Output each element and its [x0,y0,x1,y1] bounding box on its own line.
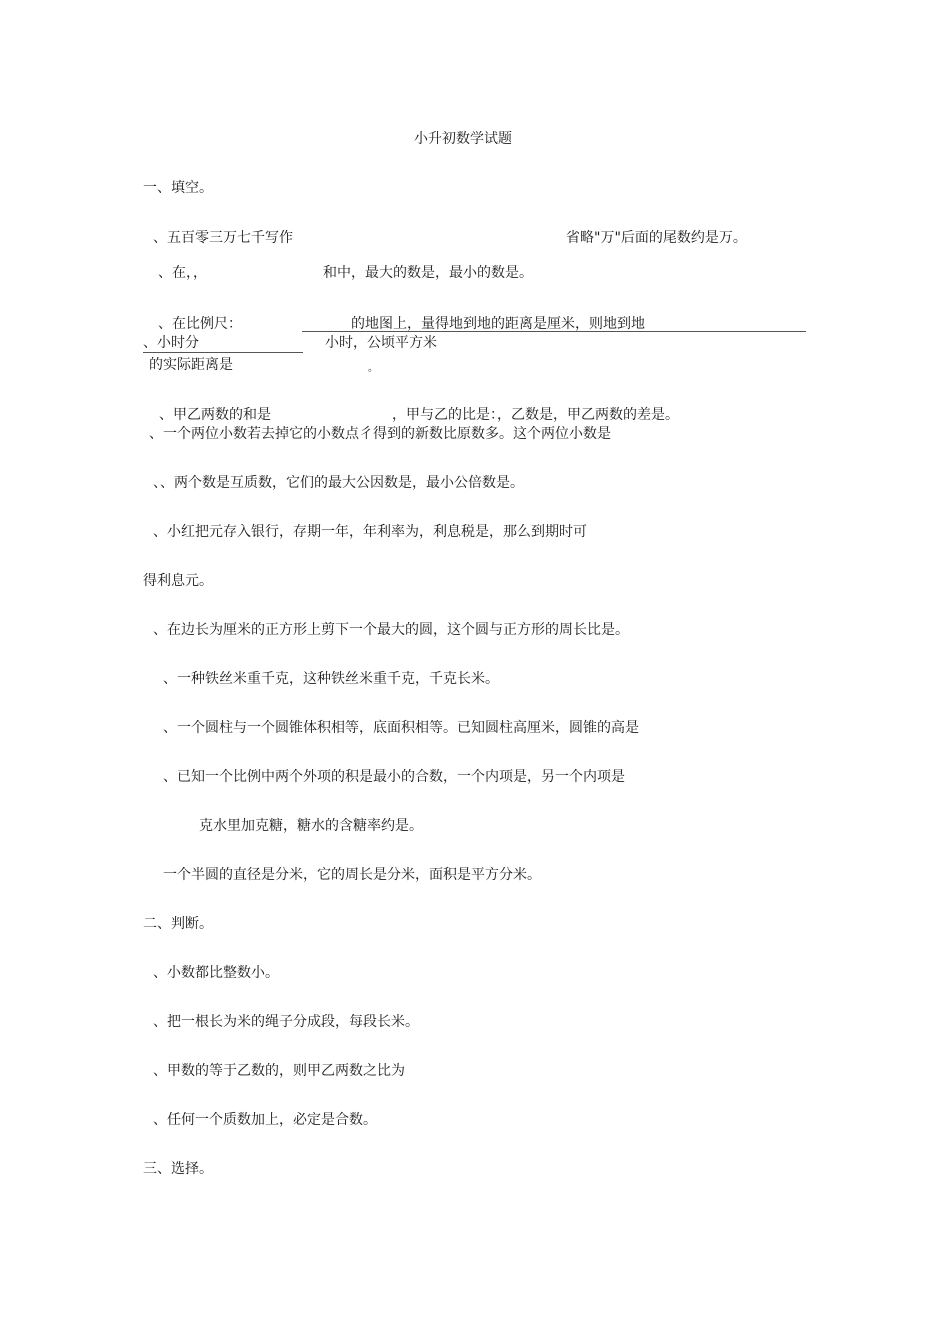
question-1b: 省略"万"后面的尾数约是万。 [566,230,747,246]
question-2b: 和中，最大的数是，最小的数是。 [323,265,533,281]
section-fill-heading: 一、填空。 [143,180,213,196]
question-2a: 、在，， [158,265,207,281]
question-3c: 的实际距离是 [149,357,233,373]
judge-4: 、任何一个质数加上，必定是合数。 [153,1112,377,1128]
question-3d: 。 [368,363,378,374]
judge-1: 、小数都比整数小。 [153,965,279,981]
judge-2: 、把一根长为米的绳子分成段，每段长米。 [153,1014,419,1030]
question-5a: 、甲乙两数的和是 [159,407,271,423]
question-7: 、、两个数是互质数，它们的最大公因数是，最小公倍数是。 [153,475,524,491]
answer-underline [302,331,806,332]
question-11: 、一个圆柱与一个圆锥体积相等，底面积相等。已知圆柱高厘米，圆锥的高是 [163,720,639,736]
question-1a: 、五百零三万七千写作 [153,230,293,246]
question-14: 一个半圆的直径是分米，它的周长是分米，面积是平方分米。 [163,867,541,883]
question-5b: ，甲与乙的比是：，乙数是，甲乙两数的差是。 [392,407,679,423]
question-4b: 小时，公顷平方米 [325,335,437,351]
page-title: 小升初数学试题 [414,131,512,147]
question-9: 、在边长为厘米的正方形上剪下一个最大的圆，这个圆与正方形的周长比是。 [153,622,629,638]
answer-underline [143,352,303,353]
question-13: 克水里加克糖，糖水的含糖率约是。 [199,818,423,834]
judge-3: 、甲数的等于乙数的，则甲乙两数之比为 [153,1063,405,1079]
question-3b: 的地图上，量得地到地的距离是厘米，则地到地 [351,316,645,332]
section-judge-heading: 二、判断。 [143,916,213,932]
question-4a: 、小时分 [143,335,199,351]
question-8a: 、小红把元存入银行，存期一年，年利率为，利息税是，那么到期时可 [153,524,587,540]
question-6: 、一个两位小数若去掉它的小数点彳得到的新数比原数多。这个两位小数是 [149,426,611,442]
question-12: 、已知一个比例中两个外项的积是最小的合数，一个内项是，另一个内项是 [163,769,625,785]
question-8b: 得利息元。 [143,573,213,589]
question-3a: 、在比例尺： [158,316,242,332]
question-10: 、一种铁丝米重千克，这种铁丝米重千克，千克长米。 [163,671,499,687]
section-choose-heading: 三、选择。 [143,1161,213,1177]
